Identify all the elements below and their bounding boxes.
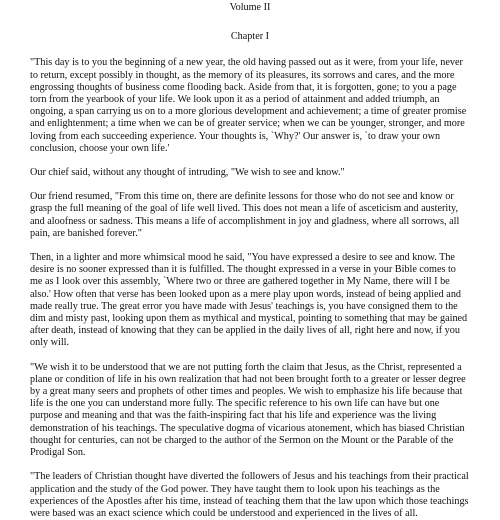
chapter-heading: Chapter I bbox=[230, 31, 270, 43]
paragraph-friend-resumed: Our friend resumed, "From this time on, there are definite lessons for those who do not see and know or grasp the full meaning of the goal of life well lived. This does not mean a life of asceticism and austerity, and aloofness or sadness. This means a life of accomplishment in joy and gladness, where all sorrows, all pain, are banished forever." bbox=[30, 191, 460, 239]
paragraph-whimsical-mood: Then, in a lighter and more whimsical mood he said, "You have expressed a desire to see and know. The desire is no sooner expressed than it is fulfilled. The thought expressed in a verse in your Bible comes to me as I look over this assembly, `Where two or three are gathered together in My Name, there will I be also.' How often that verse has been looked upon as a mere play upon words, instead of being applied and made really true. The great error you have made with Jesus' teachings is, you have consigned them to the dim and misty past, looking upon them as mythical and mystical, pointing to something that may be gained after death, instead of knowing that they can be applied in the daily lives of all, right here and now, if you only will. bbox=[30, 252, 468, 349]
paragraph-jesus-claim: "We wish it to be understood that we are not putting forth the claim that Jesus, as the Christ, represented a plane or condition of life in his own realization that had not been brought forth to a greater or lesser degree by a great many seers and prophets of other times and peoples. We wish to emphasize his life because that life is the one you can understand more fully. The specific reference to his own life can have but one purpose and meaning and that was the faith-inspiring fact that his life and experience was the living demonstration of his teachings. The speculative dogma of vicarious atonement, which has biased Christian thought for centuries, can not be charged to the author of the Sermon on the Mount or the Parable of the Prodigal Son. bbox=[30, 361, 466, 459]
volume-heading: Volume II bbox=[229, 2, 271, 13]
paragraph-new-year: "This day is to you the beginning of a new year, the old having passed out as it were, from your life, never to return, except possibly in thought, as the memory of its pleasures, its sorrows and cares, and the more engrossing thoughts of business come flooding back. Aside from that, it is forgotten, gone; to you a page torn from the yearbook of your life. We look upon it as a period of attainment and added triumph, an ongoing, a span carrying us on to a more glorious development and achievement; a time of greater promise and enlightenment; a time when we can be of greater service; when we can be younger, stronger, and more loving from each succeeding experience. Your thoughts is, `Why?' Our answer is, `to draw your own conclusion, choose your own life.' bbox=[30, 57, 467, 154]
paragraph-christian-leaders: "The leaders of Christian thought have diverted the followers of Jesus and his teachings from their practical application and the study of the God power. They have taught them to look upon his teachings as the experiences of the Apostles after his time, instead of teaching them that the law upon which those teachings were based was an exact science which could be understood and experienced in the lives of all. bbox=[30, 471, 469, 519]
paragraph-chief-said: Our chief said, without any thought of intruding, "We wish to see and know." bbox=[30, 167, 345, 179]
